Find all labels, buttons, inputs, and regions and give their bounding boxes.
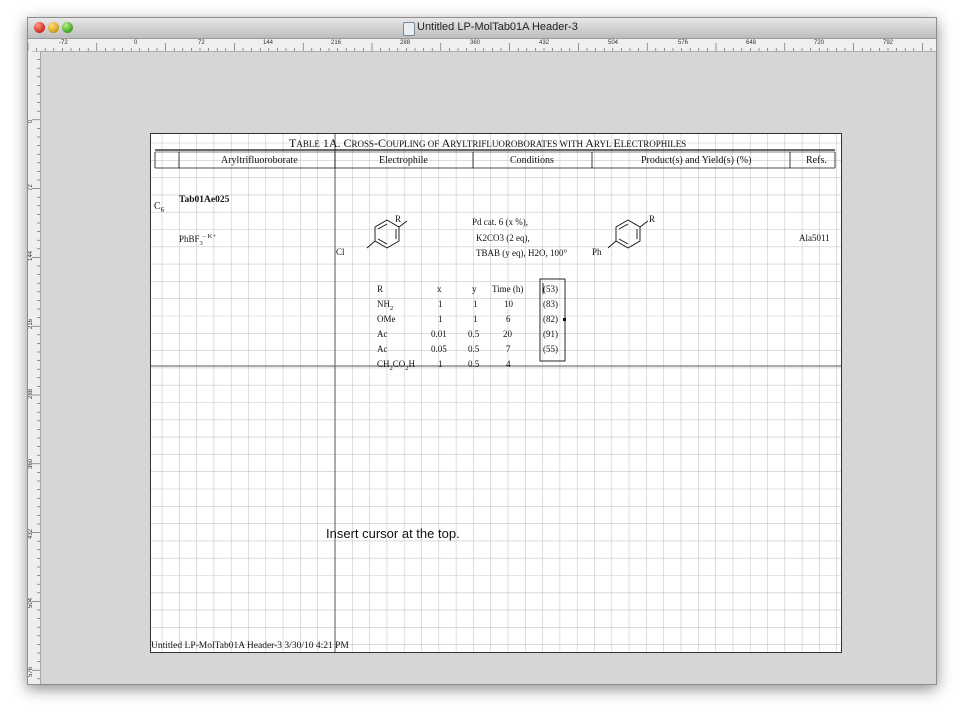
column-header-refs: Refs. xyxy=(806,155,827,166)
table-row-yield: (82) xyxy=(543,314,558,324)
table-row-yield: (55) xyxy=(543,344,558,354)
vertical-ruler[interactable] xyxy=(28,51,41,684)
subtable-header-time: Time (h) xyxy=(492,284,524,294)
electrophile-cl-label: Cl xyxy=(336,247,345,257)
subtable-header-r: R xyxy=(377,284,384,294)
reference-code: Ala5011 xyxy=(799,233,830,243)
table-row-r: Ac xyxy=(377,329,388,339)
document-icon xyxy=(403,22,415,36)
conditions-line-3: TBAB (y eq), H2O, 100° xyxy=(476,248,568,258)
conditions-line-1: Pd cat. 6 (x %), xyxy=(472,217,528,227)
vertical-ruler-ticks xyxy=(28,51,40,684)
ruler-label: -72 xyxy=(59,40,68,46)
ruler-label: 792 xyxy=(883,40,894,46)
product-structure[interactable] xyxy=(608,220,648,248)
ruler-label: 216 xyxy=(28,318,34,329)
column-header-conditions: Conditions xyxy=(510,155,554,166)
ruler-label: 144 xyxy=(28,250,34,261)
table-row-x: 1 xyxy=(438,314,443,324)
table-row-time: 6 xyxy=(506,314,511,324)
conditions-line-2: K2CO3 (2 eq), xyxy=(476,233,530,243)
table-row-time: 10 xyxy=(504,299,513,309)
table-row-y: 0.5 xyxy=(468,329,480,339)
column-header-aryltrifluoroborate: Aryltrifluoroborate xyxy=(221,155,298,166)
table-row-y: 0.5 xyxy=(468,359,480,369)
subtable-header-yield: (53) xyxy=(543,284,558,294)
reagent-label: PhBF$_3^{- K+}$ xyxy=(179,233,217,247)
horizontal-ruler-ticks xyxy=(28,39,936,51)
window-title: Untitled LP-MolTab01A Header-3 xyxy=(417,21,578,33)
table-row-y: 1 xyxy=(473,314,478,324)
carbon-count: $C_6$ xyxy=(154,201,165,214)
ruler-label: 432 xyxy=(28,528,34,539)
table-row-x: 0.01 xyxy=(431,329,447,339)
table-row-r: $NH_2$ xyxy=(377,299,394,312)
ruler-label: 0 xyxy=(134,40,138,46)
table-row-yield: (83) xyxy=(543,299,558,309)
table-row-yield: (91) xyxy=(543,329,558,339)
subtable-header-x: x xyxy=(437,284,442,294)
ruler-label: 216 xyxy=(331,40,342,46)
table-row-r: $CH_2CO_2H$ xyxy=(377,359,416,372)
table-row-x: 1 xyxy=(438,299,443,309)
ruler-label: 72 xyxy=(198,40,205,46)
ruler-label: 720 xyxy=(814,40,825,46)
ruler-label: 288 xyxy=(400,40,411,46)
ruler-label: 648 xyxy=(746,40,757,46)
ruler-label: 360 xyxy=(28,458,34,469)
drawing-canvas[interactable] xyxy=(41,52,936,684)
table-row-y: 0.5 xyxy=(468,344,480,354)
ruler-label: 576 xyxy=(678,40,689,46)
table-row-r: OMe xyxy=(377,314,396,324)
document-page[interactable] xyxy=(150,133,842,653)
table-row-x: 1 xyxy=(438,359,443,369)
entry-id: Tab01Ae025 xyxy=(179,195,230,205)
ruler-label: 72 xyxy=(28,184,34,191)
instruction-label: Insert cursor at the top. xyxy=(326,526,460,541)
table-row-time: 7 xyxy=(506,344,511,354)
column-header-electrophile: Electrophile xyxy=(379,155,428,166)
table-row-y: 1 xyxy=(473,299,478,309)
close-window-button[interactable] xyxy=(34,22,45,33)
table-row-time: 20 xyxy=(503,329,512,339)
zoom-window-button[interactable] xyxy=(62,22,73,33)
title-bar[interactable] xyxy=(28,18,936,39)
ruler-label: 0 xyxy=(28,119,34,123)
ruler-label: 432 xyxy=(539,40,550,46)
page-grid xyxy=(151,134,841,652)
ruler-label: 144 xyxy=(263,40,274,46)
product-r-label: R xyxy=(649,214,656,224)
table-row-x: 0.05 xyxy=(431,344,447,354)
selection-handle[interactable] xyxy=(563,318,566,321)
electrophile-r-label: R xyxy=(395,214,402,224)
minimize-window-button[interactable] xyxy=(48,22,59,33)
ruler-label: 360 xyxy=(470,40,481,46)
table-title: TABLE 1A. CROSS-COUPLING OF ARYLTRIFLUOROBORATES WITH ARYL ELECTROPHILES xyxy=(289,136,687,150)
ruler-label: 288 xyxy=(28,388,34,399)
product-ph-label: Ph xyxy=(592,247,602,257)
ruler-label: 504 xyxy=(28,597,34,608)
table-row-time: 4 xyxy=(506,359,511,369)
page-footer: Untitled LP-MolTab01A Header-3 3/30/10 4:21 PM xyxy=(151,641,349,651)
table-row-r: Ac xyxy=(377,344,388,354)
subtable-header-y: y xyxy=(472,284,477,294)
document-window xyxy=(27,17,937,685)
column-header-products: Product(s) and Yield(s) (%) xyxy=(641,155,752,166)
ruler-label: 576 xyxy=(28,666,34,677)
horizontal-ruler[interactable] xyxy=(28,39,936,52)
ruler-label: 504 xyxy=(608,40,619,46)
